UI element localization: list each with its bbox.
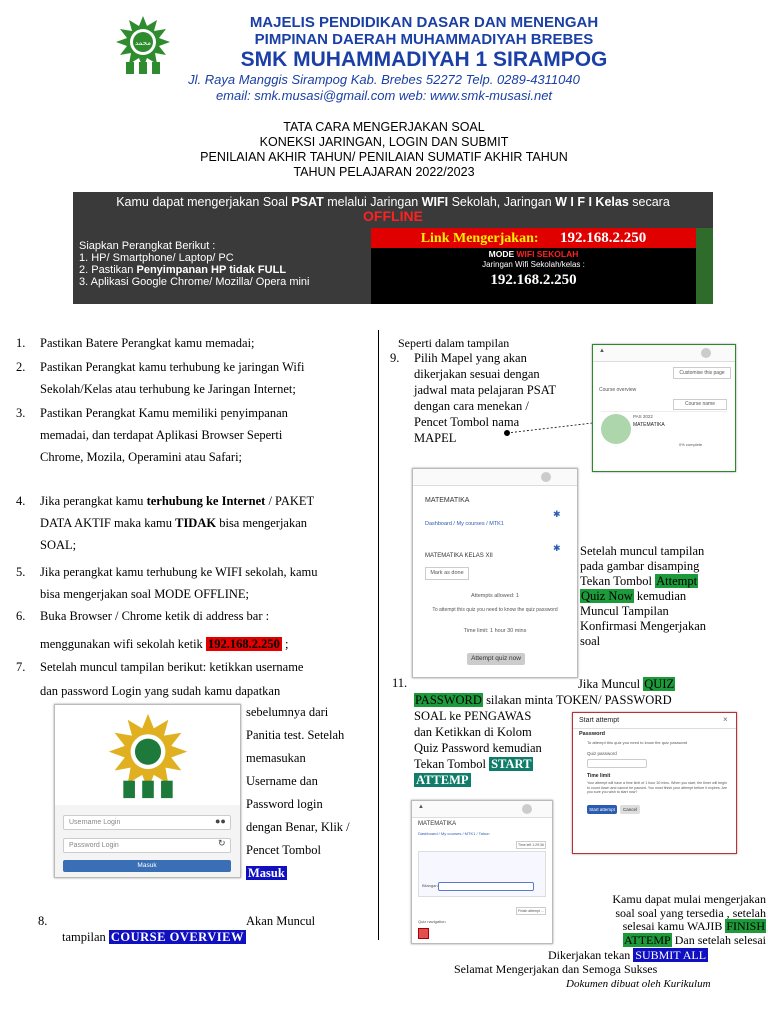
users-icon: ●● bbox=[215, 816, 226, 826]
finish-highlight: FINISH bbox=[726, 919, 765, 933]
course-overview-screenshot: ▲ Customise this page Course overview Course name PAS 2022 MATEMATIKA 0% complete bbox=[592, 344, 736, 472]
menu-icon: ▲ bbox=[418, 804, 424, 810]
start-attempt-dialog: Start attempt × Password To attempt this quiz you need to know the quiz password Quiz password Time limit Your attempt will have a time limit of 1 hour 30 mins. When you start, the timer will begin to count down and cannot be paused. You must finish your attempt before it expires. Are you sure you wish to start now? Start attempt Cancel bbox=[572, 712, 737, 854]
attemp-finish-highlight: ATTEMP bbox=[624, 932, 671, 947]
quiz-breadcrumb[interactable]: Dashboard / My courses / MTK1 bbox=[425, 521, 504, 527]
quiz-password-input[interactable] bbox=[587, 759, 647, 768]
cancel-button[interactable]: Cancel bbox=[620, 805, 640, 814]
attempt-highlight: Attempt bbox=[656, 574, 698, 588]
school-address: Jl. Raya Manggis Sirampog Kab. Brebes 52272 Telp. 0289-4311040 bbox=[188, 72, 580, 87]
step-4: 4. Jika perangkat kamu terhubung ke Internet / PAKET DATA AKTIF maka kamu TIDAK bisa mengerjakan SOAL; bbox=[16, 494, 315, 552]
ip-highlight: 192.168.2.250 bbox=[207, 637, 280, 651]
course-card[interactable]: PAS 2022 MATEMATIKA 0% complete bbox=[601, 411, 727, 450]
customise-button[interactable]: Customise this page bbox=[673, 367, 731, 379]
gear-icon[interactable]: ✱ bbox=[553, 509, 561, 519]
banner-top: Kamu dapat mengerjakan Soal PSAT melalui Jaringan WIFI Sekolah, Jaringan W I F I Kelas secara OFFLINE bbox=[73, 192, 713, 228]
start-attempt-button[interactable]: Start attempt bbox=[587, 805, 617, 814]
menu-icon: ▲ bbox=[599, 348, 605, 354]
start-highlight: START bbox=[491, 757, 532, 771]
username-input[interactable]: Username Login bbox=[63, 815, 231, 830]
closing-note: Selamat Mengerjakan dan Semoga Sukses bbox=[454, 962, 658, 976]
course-overview-highlight: COURSE OVERVIEW bbox=[110, 930, 244, 944]
step-9: 9. Pilih Mapel yang akan dikerjakan sesuai dengan jadwal mata pelajaran PSAT dengan cara menekan / Pencet Tombol nama MAPEL bbox=[390, 351, 556, 445]
login-screenshot bbox=[54, 704, 241, 878]
answer-input[interactable] bbox=[438, 882, 534, 891]
doc-title-4: TAHUN PELAJARAN 2022/2023 bbox=[293, 165, 475, 179]
course-filter[interactable]: Course name bbox=[673, 399, 727, 410]
finish-attempt-link[interactable]: Finish attempt ... bbox=[518, 909, 544, 913]
step-11-num: 11. bbox=[392, 676, 408, 690]
nav-box[interactable] bbox=[418, 928, 429, 939]
password-input[interactable]: Password Login bbox=[63, 838, 231, 853]
quiz-now-highlight: Quiz Now bbox=[581, 589, 633, 603]
attempt-quiz-button[interactable]: Attempt quiz now bbox=[467, 653, 525, 665]
step-8: 8. bbox=[38, 914, 48, 928]
gear-icon[interactable]: ✱ bbox=[553, 543, 561, 553]
banner-accent bbox=[696, 228, 713, 304]
step-7-cont: sebelumnya dari Panitia test. Setelah memasukan Username dan Password login dengan Benar, Klik / Pencet Tombol Masuk bbox=[246, 705, 350, 880]
doc-title-3: PENILAIAN AKHIR TAHUN/ PENILAIAN SUMATIF AKHIR TAHUN bbox=[200, 150, 568, 164]
header-line2: PIMPINAN DAERAH MUHAMMADIYAH BREBES bbox=[254, 31, 594, 48]
attemp-highlight: ATTEMP bbox=[416, 773, 469, 787]
quiz-highlight: QUIZ bbox=[644, 677, 675, 691]
close-icon[interactable]: × bbox=[723, 715, 728, 724]
step-8-text: Akan Muncul bbox=[246, 914, 316, 928]
exam-screenshot: ▲ MATEMATIKA Dashboard / My courses / MTK1 / Tahun Time left 1:29:36 Bilangan Finish attempt ... Quiz navigation bbox=[411, 800, 553, 944]
info-banner bbox=[73, 192, 713, 304]
link-box: Link Mengerjakan: 192.168.2.250 MODE WIFI SEKOLAH Jaringan Wifi Sekolah/kelas : 192.168.2.250 bbox=[371, 228, 696, 304]
right-intro: Seperti dalam tampilan bbox=[398, 336, 510, 350]
submit-note: Dikerjakan tekan SUBMIT ALL bbox=[548, 948, 707, 962]
mode-ip: 192.168.2.250 bbox=[490, 272, 577, 288]
refresh-icon: ↻ bbox=[218, 838, 226, 848]
svg-text:محمد: محمد bbox=[135, 39, 151, 47]
step-7: 7. Setelah muncul tampilan berikut: ketikkan username dan password Login yang sudah kamu dapatkan bbox=[16, 660, 304, 698]
step-6: 6. Buka Browser / Chrome ketik di address bar : menggunakan wifi sekolah ketik 192.168.2.250 ; bbox=[16, 609, 289, 651]
final-notes: Kamu dapat mulai mengerjakan soal soal yang tersedia , setelah selesai kamu WAJIB FINISH ATTEMP Dan setelah selesai bbox=[612, 892, 766, 947]
step-10: Setelah muncul tampilan pada gambar disamping Tekan Tombol Attempt Quiz Now kemudian Muncul Tampilan Konfirmasi Mengerjakan soal bbox=[580, 544, 707, 648]
school-name: SMK MUHAMMADIYAH 1 SIRAMPOG bbox=[240, 48, 608, 71]
password-highlight: PASSWORD bbox=[415, 693, 482, 707]
step-3: 3. Pastikan Perangkat Kamu memiliki penyimpanan memadai, dan terdapat Aplikasi Browser Seperti Chrome, Mozila, Operamini atau Safari; bbox=[16, 406, 288, 464]
doc-title-1: TATA CARA MENGERJAKAN SOAL bbox=[283, 120, 485, 134]
course-name: MATEMATIKA bbox=[633, 422, 665, 428]
avatar bbox=[541, 472, 551, 482]
submit-all-highlight: SUBMIT ALL bbox=[635, 948, 707, 962]
masuk-button[interactable]: Masuk bbox=[63, 860, 231, 872]
doc-title-2: KONEKSI JARINGAN, LOGIN DAN SUBMIT bbox=[259, 135, 509, 149]
link-bar: Link Mengerjakan: 192.168.2.250 bbox=[371, 228, 696, 248]
quiz-screenshot: MATEMATIKA Dashboard / My courses / MTK1 ✱ ✱ MATEMATIKA KELAS XII Mark as done Attempts allowed: 1 To attempt this quiz you need to know the quiz password Time limit: 1 hour 30 mins Attempt quiz now bbox=[412, 468, 578, 678]
masuk-highlight: Masuk bbox=[248, 866, 285, 880]
document-credit: Dokumen dibuat oleh Kurikulum bbox=[566, 978, 711, 990]
offline-label: OFFLINE bbox=[363, 208, 423, 224]
login-logo-icon bbox=[103, 711, 193, 801]
school-contact: email: smk.musasi@gmail.com web: www.smk-musasi.net bbox=[215, 88, 553, 103]
avatar bbox=[522, 804, 532, 814]
timer: Time left 1:29:36 bbox=[518, 843, 544, 847]
mark-done-button[interactable]: Mark as done bbox=[425, 567, 469, 580]
avatar bbox=[701, 348, 711, 358]
prep-box: Siapkan Perangkat Berikut : 1. HP/ Smartphone/ Laptop/ PC 2. Pastikan Penyimpanan HP tidak FULL 3. Aplikasi Google Chrome/ Mozilla/ Opera mini bbox=[73, 228, 371, 304]
step-8-line2: tampilan COURSE OVERVIEW bbox=[62, 930, 244, 944]
step-11: Jika Muncul QUIZ PASSWORD silakan minta TOKEN/ PASSWORD SOAL ke PENGAWAS dan Ketikkan di Kolom Quiz Password kemudian Tekan Tombol START ATTEMP bbox=[414, 677, 675, 787]
step-5: 5. Jika perangkat kamu terhubung ke WIFI sekolah, kamu bisa mengerjakan soal MODE OFFLINE; bbox=[16, 565, 318, 601]
step-1: 1. Pastikan Batere Perangkat kamu memadai; bbox=[16, 336, 255, 350]
column-divider bbox=[378, 330, 379, 940]
header-line1: MAJELIS PENDIDIKAN DASAR DAN MENENGAH bbox=[249, 14, 599, 31]
step-2: 2. Pastikan Perangkat kamu terhubung ke jaringan Wifi Sekolah/Kelas atau terhubung ke Jaringan Internet; bbox=[16, 360, 305, 396]
